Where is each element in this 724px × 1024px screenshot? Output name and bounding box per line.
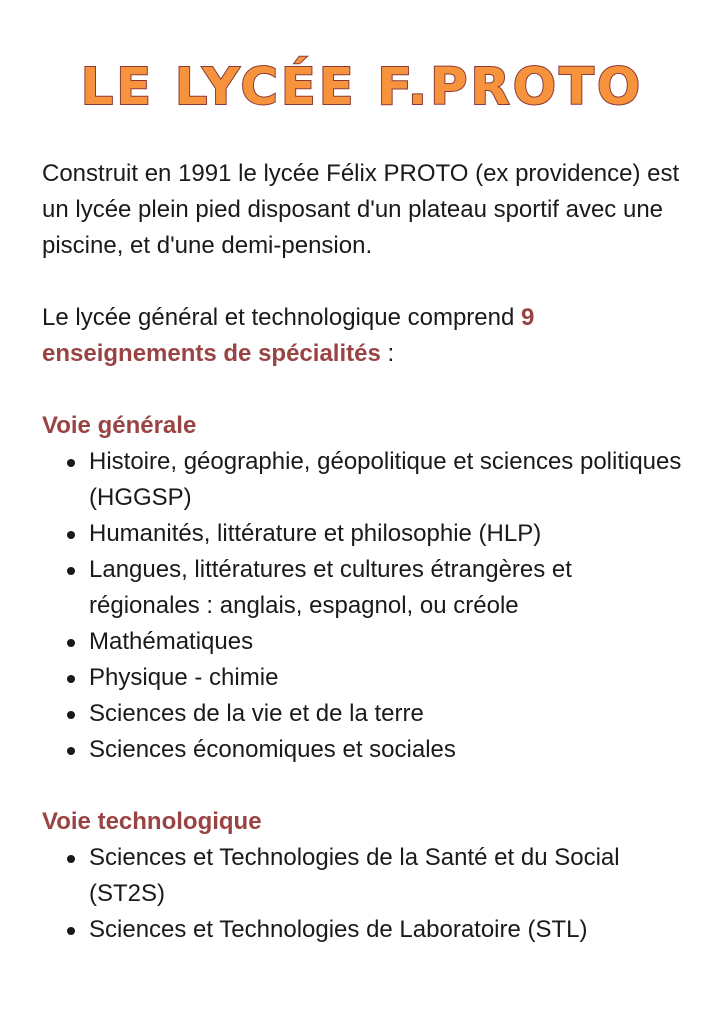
list-item-text: Sciences de la vie et de la terre — [89, 700, 424, 727]
bullet-icon — [67, 459, 75, 467]
section-heading-voie-generale: Voie générale — [42, 412, 197, 439]
list-item — [42, 444, 682, 516]
list-item-text: Sciences économiques et sociales — [89, 736, 456, 763]
section-spacer — [42, 768, 682, 804]
list-item — [42, 732, 682, 768]
page-title: LE LYCÉE F.PROTO — [80, 58, 644, 117]
specialties-intro — [42, 300, 682, 372]
list-item — [42, 516, 682, 552]
list-item-text: Histoire, géographie, géopolitique et sciences politiques (HGGSP) — [89, 448, 682, 511]
specialties-intro-colon: : — [380, 340, 395, 367]
list-item — [42, 912, 682, 948]
bullet-icon — [67, 927, 75, 935]
bullet-icon — [67, 675, 75, 683]
specialties-count-highlight: 9 enseignements de spécialités — [42, 304, 535, 367]
list-item — [42, 840, 682, 912]
voie-generale-list — [42, 444, 682, 768]
specialties-intro-text: Le lycée général et technologique comprend — [42, 304, 521, 331]
bullet-icon — [67, 855, 75, 863]
list-item — [42, 696, 682, 732]
intro-paragraph: Construit en 1991 le lycée Félix PROTO (ex providence) est un lycée plein pied disposant d'un plateau sportif avec une piscine, et d'une demi-pension. — [42, 160, 680, 259]
list-item-text: Sciences et Technologies de la Santé et du Social (ST2S) — [89, 844, 620, 907]
bullet-icon — [67, 747, 75, 755]
section-heading-voie-technologique: Voie technologique — [42, 808, 262, 835]
voie-technologique-list — [42, 840, 682, 948]
list-item-text: Humanités, littérature et philosophie (HLP) — [89, 520, 542, 547]
bullet-icon — [67, 711, 75, 719]
list-item-text: Mathématiques — [89, 628, 254, 655]
list-item — [42, 660, 682, 696]
bullet-icon — [67, 567, 75, 575]
list-item-text: Sciences et Technologies de Laboratoire (STL) — [89, 916, 588, 943]
list-item — [42, 624, 682, 660]
bullet-icon — [67, 639, 75, 647]
bullet-icon — [67, 531, 75, 539]
list-item-text: Physique - chimie — [89, 664, 279, 691]
list-item — [42, 552, 682, 624]
content — [42, 156, 682, 948]
list-item-text: Langues, littératures et cultures étrangères et régionales : anglais, espagnol, ou créole — [89, 556, 572, 619]
